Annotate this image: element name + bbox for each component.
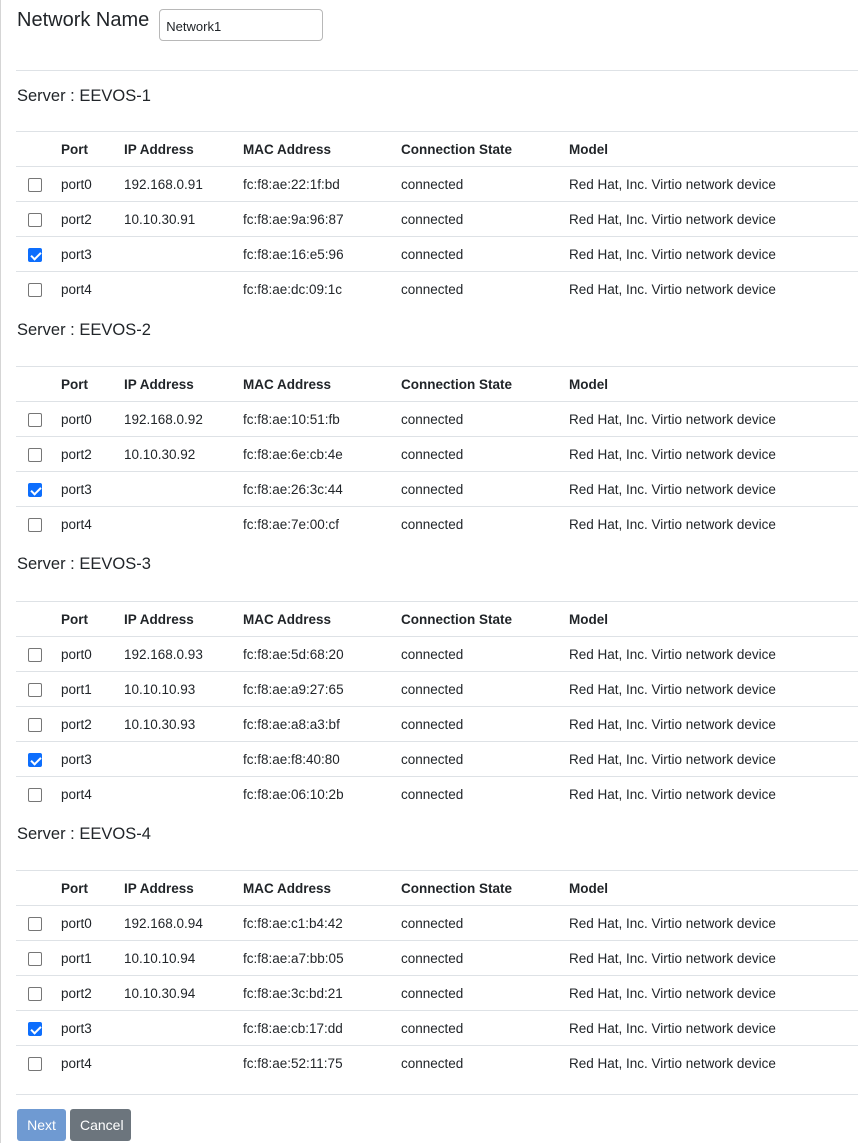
port-checkbox[interactable] bbox=[28, 178, 42, 192]
cell-mac: fc:f8:ae:a9:27:65 bbox=[243, 672, 401, 707]
cell-state: connected bbox=[401, 906, 569, 941]
cell-mac: fc:f8:ae:22:1f:bd bbox=[243, 167, 401, 202]
cell-model: Red Hat, Inc. Virtio network device bbox=[569, 742, 858, 777]
cell-mac: fc:f8:ae:6e:cb:4e bbox=[243, 437, 401, 472]
cell-port: port4 bbox=[61, 1055, 92, 1071]
cell-model: Red Hat, Inc. Virtio network device bbox=[569, 516, 776, 532]
cell-mac: fc:f8:ae:dc:09:1c bbox=[243, 281, 343, 297]
port-checkbox[interactable] bbox=[28, 718, 42, 732]
cell-mac: fc:f8:ae:f8:40:80 bbox=[243, 742, 401, 777]
cell-model: Red Hat, Inc. Virtio network device bbox=[569, 672, 858, 707]
select-cell bbox=[16, 472, 61, 507]
cell-mac: fc:f8:ae:3c:bd:21 bbox=[243, 976, 401, 1011]
column-header-ip-address: IP Address bbox=[124, 871, 243, 906]
cell-model: Red Hat, Inc. Virtio network device bbox=[569, 637, 858, 672]
cell-ip bbox=[124, 272, 243, 307]
cell-port: port2 bbox=[61, 437, 124, 472]
select-cell bbox=[16, 672, 61, 707]
port-checkbox[interactable] bbox=[28, 1057, 42, 1071]
cell-state: connected bbox=[401, 672, 569, 707]
cell-mac: fc:f8:ae:52:11:75 bbox=[243, 1055, 343, 1071]
cell-port: port1 bbox=[61, 941, 124, 976]
cell-ip bbox=[124, 742, 243, 777]
cell-ip: 192.168.0.93 bbox=[124, 637, 243, 672]
cell-port: port3 bbox=[61, 1011, 124, 1046]
cell-ip bbox=[124, 777, 243, 812]
cell-model: Red Hat, Inc. Virtio network device bbox=[569, 1055, 776, 1071]
cell-ip bbox=[124, 1046, 243, 1081]
cell-ip bbox=[124, 1011, 243, 1046]
cell-model: Red Hat, Inc. Virtio network device bbox=[569, 202, 858, 237]
table-row bbox=[16, 742, 858, 777]
cell-mac: fc:f8:ae:10:51:fb bbox=[243, 402, 401, 437]
column-header-mac-address: MAC Address bbox=[243, 132, 401, 167]
cell-port: port2 bbox=[61, 707, 124, 742]
select-cell bbox=[16, 1046, 61, 1081]
column-header-connection-state: Connection State bbox=[401, 132, 569, 167]
cell-ip: 10.10.30.92 bbox=[124, 437, 243, 472]
cell-state: connected bbox=[401, 742, 569, 777]
select-cell bbox=[16, 976, 61, 1011]
ports-table bbox=[16, 366, 858, 542]
table-row bbox=[16, 906, 858, 941]
table-row bbox=[16, 1046, 858, 1081]
port-checkbox[interactable] bbox=[28, 518, 42, 532]
server-title: Server : EEVOS-3 bbox=[17, 555, 151, 573]
cell-model: Red Hat, Inc. Virtio network device bbox=[569, 167, 858, 202]
column-header-port: Port bbox=[61, 871, 124, 906]
select-cell bbox=[16, 202, 61, 237]
column-header-ip-address: IP Address bbox=[124, 602, 243, 637]
select-cell bbox=[16, 637, 61, 672]
server-title: Server : EEVOS-4 bbox=[17, 825, 151, 843]
divider bbox=[16, 70, 858, 71]
cell-mac: fc:f8:ae:06:10:2b bbox=[243, 786, 344, 802]
header-select bbox=[16, 367, 61, 402]
column-header-ip-address: IP Address bbox=[124, 132, 243, 167]
cell-ip: 192.168.0.94 bbox=[124, 906, 243, 941]
cell-mac: fc:f8:ae:26:3c:44 bbox=[243, 472, 401, 507]
cell-ip: 192.168.0.92 bbox=[124, 402, 243, 437]
cell-model: Red Hat, Inc. Virtio network device bbox=[569, 906, 858, 941]
table-row bbox=[16, 167, 858, 202]
cell-ip: 192.168.0.91 bbox=[124, 167, 243, 202]
cell-port: port3 bbox=[61, 742, 124, 777]
cell-mac: fc:f8:ae:cb:17:dd bbox=[243, 1011, 401, 1046]
table-row bbox=[16, 202, 858, 237]
cell-mac: fc:f8:ae:7e:00:cf bbox=[243, 516, 340, 532]
port-checkbox[interactable] bbox=[28, 753, 42, 767]
cell-model: Red Hat, Inc. Virtio network device bbox=[569, 237, 858, 272]
cell-model: Red Hat, Inc. Virtio network device bbox=[569, 976, 858, 1011]
cell-ip: 10.10.30.91 bbox=[124, 202, 243, 237]
network-name-input[interactable] bbox=[159, 9, 323, 41]
select-cell bbox=[16, 167, 61, 202]
column-header-port: Port bbox=[61, 367, 124, 402]
cell-port: port4 bbox=[61, 786, 92, 802]
cancel-button[interactable]: Cancel bbox=[70, 1109, 131, 1141]
column-header-connection-state: Connection State bbox=[401, 602, 569, 637]
table-row bbox=[16, 402, 858, 437]
cell-mac: fc:f8:ae:16:e5:96 bbox=[243, 237, 401, 272]
cell-model: Red Hat, Inc. Virtio network device bbox=[569, 786, 776, 802]
cell-ip: 10.10.10.93 bbox=[124, 672, 243, 707]
table-row bbox=[16, 941, 858, 976]
network-name-label: Network Name bbox=[17, 8, 150, 31]
cell-state: connected bbox=[401, 237, 569, 272]
column-header-model: Model bbox=[569, 132, 858, 167]
cell-state: connected bbox=[401, 516, 464, 532]
cell-state: connected bbox=[401, 786, 464, 802]
cell-mac: fc:f8:ae:a7:bb:05 bbox=[243, 941, 401, 976]
select-cell bbox=[16, 437, 61, 472]
table-row bbox=[16, 672, 858, 707]
cell-mac: fc:f8:ae:9a:96:87 bbox=[243, 202, 401, 237]
select-cell bbox=[16, 906, 61, 941]
column-header-model: Model bbox=[569, 602, 858, 637]
cell-state: connected bbox=[401, 402, 569, 437]
select-cell bbox=[16, 707, 61, 742]
cell-state: connected bbox=[401, 281, 464, 297]
port-checkbox[interactable] bbox=[28, 213, 42, 227]
port-checkbox[interactable] bbox=[28, 952, 42, 966]
port-checkbox[interactable] bbox=[28, 987, 42, 1001]
select-cell bbox=[16, 742, 61, 777]
cell-port: port2 bbox=[61, 976, 124, 1011]
cell-state: connected bbox=[401, 1011, 569, 1046]
cell-port: port4 bbox=[61, 281, 92, 297]
table-header-row bbox=[16, 602, 858, 637]
column-header-mac-address: MAC Address bbox=[243, 367, 401, 402]
cell-ip bbox=[124, 237, 243, 272]
table-row bbox=[16, 1011, 858, 1046]
cell-port: port0 bbox=[61, 637, 124, 672]
ports-table bbox=[16, 601, 858, 812]
table-row bbox=[16, 777, 858, 812]
cell-ip: 10.10.30.94 bbox=[124, 976, 243, 1011]
cell-port: port4 bbox=[61, 516, 92, 532]
next-button[interactable]: Next bbox=[17, 1109, 66, 1141]
column-header-mac-address: MAC Address bbox=[243, 871, 401, 906]
table-row bbox=[16, 637, 858, 672]
cell-model: Red Hat, Inc. Virtio network device bbox=[569, 1011, 858, 1046]
network-name-row bbox=[17, 9, 323, 41]
ports-table bbox=[16, 131, 858, 307]
table-row bbox=[16, 707, 858, 742]
table-row bbox=[16, 437, 858, 472]
column-header-mac-address: MAC Address bbox=[243, 602, 401, 637]
cell-model: Red Hat, Inc. Virtio network device bbox=[569, 941, 858, 976]
cell-state: connected bbox=[401, 707, 569, 742]
table-row bbox=[16, 976, 858, 1011]
cell-port: port3 bbox=[61, 472, 124, 507]
table-header-row bbox=[16, 132, 858, 167]
select-cell bbox=[16, 1011, 61, 1046]
cell-state: connected bbox=[401, 1055, 464, 1071]
server-title: Server : EEVOS-1 bbox=[17, 87, 151, 105]
port-checkbox[interactable] bbox=[28, 683, 42, 697]
cell-model: Red Hat, Inc. Virtio network device bbox=[569, 437, 858, 472]
cell-state: connected bbox=[401, 437, 569, 472]
cell-ip bbox=[124, 507, 243, 542]
column-header-connection-state: Connection State bbox=[401, 367, 569, 402]
server-title: Server : EEVOS-2 bbox=[17, 321, 151, 339]
cell-ip bbox=[124, 472, 243, 507]
column-header-model: Model bbox=[569, 871, 858, 906]
divider bbox=[16, 1094, 858, 1095]
table-row bbox=[16, 237, 858, 272]
table-header-row bbox=[16, 871, 858, 906]
cell-mac: fc:f8:ae:5d:68:20 bbox=[243, 637, 401, 672]
select-cell bbox=[16, 777, 61, 812]
column-header-model: Model bbox=[569, 367, 858, 402]
cell-state: connected bbox=[401, 637, 569, 672]
select-cell bbox=[16, 941, 61, 976]
column-header-port: Port bbox=[61, 132, 124, 167]
cell-model: Red Hat, Inc. Virtio network device bbox=[569, 472, 858, 507]
select-cell bbox=[16, 237, 61, 272]
cell-port: port0 bbox=[61, 402, 124, 437]
cell-port: port0 bbox=[61, 906, 124, 941]
table-row bbox=[16, 272, 858, 307]
cell-state: connected bbox=[401, 941, 569, 976]
ports-table bbox=[16, 870, 858, 1081]
port-checkbox[interactable] bbox=[28, 788, 42, 802]
select-cell bbox=[16, 507, 61, 542]
cell-model: Red Hat, Inc. Virtio network device bbox=[569, 281, 776, 297]
cell-port: port0 bbox=[61, 167, 124, 202]
port-checkbox[interactable] bbox=[28, 1022, 42, 1036]
header-select bbox=[16, 132, 61, 167]
cell-ip: 10.10.30.93 bbox=[124, 707, 243, 742]
cell-port: port1 bbox=[61, 672, 124, 707]
cell-port: port2 bbox=[61, 202, 124, 237]
port-checkbox[interactable] bbox=[28, 917, 42, 931]
cell-state: connected bbox=[401, 472, 569, 507]
port-checkbox[interactable] bbox=[28, 448, 42, 462]
cell-port: port3 bbox=[61, 237, 124, 272]
column-header-connection-state: Connection State bbox=[401, 871, 569, 906]
port-checkbox[interactable] bbox=[28, 248, 42, 262]
cell-ip: 10.10.10.94 bbox=[124, 941, 243, 976]
port-checkbox[interactable] bbox=[28, 648, 42, 662]
port-checkbox[interactable] bbox=[28, 413, 42, 427]
cell-state: connected bbox=[401, 202, 569, 237]
select-cell bbox=[16, 402, 61, 437]
table-row bbox=[16, 507, 858, 542]
port-checkbox[interactable] bbox=[28, 483, 42, 497]
table-header-row bbox=[16, 367, 858, 402]
cell-mac: fc:f8:ae:a8:a3:bf bbox=[243, 707, 401, 742]
port-checkbox[interactable] bbox=[28, 283, 42, 297]
column-header-ip-address: IP Address bbox=[124, 367, 243, 402]
select-cell bbox=[16, 272, 61, 307]
cell-state: connected bbox=[401, 976, 569, 1011]
cell-state: connected bbox=[401, 167, 569, 202]
cell-model: Red Hat, Inc. Virtio network device bbox=[569, 402, 858, 437]
table-row bbox=[16, 472, 858, 507]
cell-mac: fc:f8:ae:c1:b4:42 bbox=[243, 906, 401, 941]
cell-model: Red Hat, Inc. Virtio network device bbox=[569, 707, 858, 742]
header-select bbox=[16, 602, 61, 637]
column-header-port: Port bbox=[61, 602, 124, 637]
header-select bbox=[16, 871, 61, 906]
